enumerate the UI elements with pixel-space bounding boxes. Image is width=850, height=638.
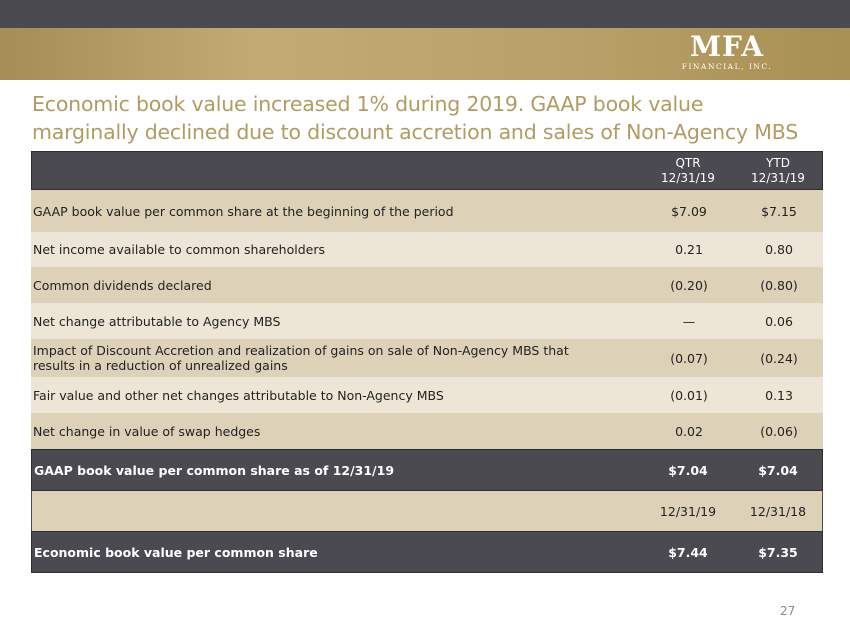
table-row [31, 303, 823, 339]
economic-col1-value: $7.44 [668, 544, 708, 560]
page-title [32, 90, 844, 146]
total-ytd-value: $7.04 [758, 462, 798, 478]
table-header-row [31, 151, 823, 190]
header-qtr-line2: 12/31/19 [661, 170, 715, 185]
row-label-line2: results in a reduction of unrealized gains [33, 358, 288, 373]
row-ytd-value: (0.06) [760, 423, 798, 439]
row-ytd-value: (0.24) [760, 350, 798, 366]
header-ytd-line2: 12/31/19 [751, 170, 805, 185]
company-logo [672, 31, 782, 77]
economic-header-col1: 12/31/19 [659, 503, 717, 519]
row-label: Net income available to common shareholders [33, 242, 325, 257]
logo-text: MFA [690, 30, 764, 63]
row-qtr-value: $7.09 [671, 203, 707, 219]
row-label [31, 343, 643, 373]
row-qtr-value: — [682, 313, 696, 329]
row-ytd-value: (0.80) [760, 277, 798, 293]
economic-header-col2: 12/31/18 [749, 503, 807, 519]
table-row [31, 190, 823, 232]
row-qtr-value: 0.02 [675, 423, 703, 439]
title-line-1: Economic book value increased 1% during 2019. GAAP book value [32, 92, 704, 116]
row-label: Net change in value of swap hedges [33, 423, 261, 439]
economic-col2-value: $7.35 [758, 544, 798, 560]
row-label: Fair value and other net changes attributable to Non-Agency MBS [33, 387, 444, 403]
row-ytd-value: $7.15 [761, 203, 797, 219]
logo-subtext: FINANCIAL, INC. [681, 62, 773, 71]
row-qtr-value: 0.21 [675, 242, 703, 257]
row-label: Common dividends declared [33, 277, 212, 293]
row-qtr-value: (0.20) [670, 277, 708, 293]
row-label-line1: Impact of Discount Accretion and realization of gains on sale of Non-Agency MBS that [33, 343, 569, 358]
row-ytd-value: 0.06 [765, 313, 793, 329]
table-row [31, 267, 823, 303]
economic-book-value-row [31, 531, 823, 573]
row-qtr-value: (0.07) [670, 350, 708, 366]
title-line-2: marginally declined due to discount accretion and sales of Non-Agency MBS [32, 120, 799, 144]
row-qtr-value: (0.01) [670, 387, 708, 403]
total-qtr-value: $7.04 [668, 462, 708, 478]
header-qtr-line1: QTR [675, 155, 701, 170]
total-row [31, 449, 823, 491]
row-ytd-value: 0.13 [765, 387, 793, 403]
table-row [31, 377, 823, 413]
row-label: Net change attributable to Agency MBS [33, 313, 281, 329]
table-row [31, 413, 823, 449]
top-bar [0, 0, 850, 28]
economic-label: Economic book value per common share [34, 544, 318, 560]
table-row [31, 232, 823, 267]
page-number: 27 [780, 604, 796, 618]
header-qtr-cell [642, 156, 734, 186]
row-ytd-value: 0.80 [765, 242, 793, 257]
row-label: GAAP book value per common share at the beginning of the period [33, 203, 454, 219]
header-ytd-cell [734, 156, 822, 186]
header-ytd-line1: YTD [766, 155, 790, 170]
economic-header-row [31, 491, 823, 531]
table-row [31, 339, 823, 377]
total-label: GAAP book value per common share as of 12/31/19 [34, 462, 395, 478]
